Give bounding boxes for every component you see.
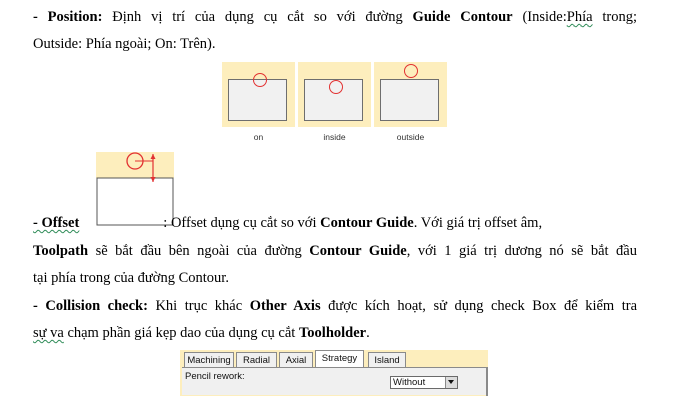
collision-label: - Collision check: (33, 298, 148, 314)
offset-text-2: . Với giá trị offset âm, (413, 215, 543, 231)
strategy-panel (182, 367, 486, 395)
toolpath-dialog (180, 350, 488, 396)
toolpath-term: Toolpath (33, 243, 89, 259)
position-label: - Position: (33, 9, 103, 25)
tab-strategy[interactable]: Strategy (315, 350, 364, 368)
position-line-1 (33, 8, 637, 26)
offset-line-2 (33, 242, 637, 260)
contour-guide-term: Contour Guide (320, 215, 414, 231)
tool-circle-icon (329, 80, 343, 94)
collision-text-2: được kích hoạt, sử dụng check Box để kiểm tra (320, 298, 638, 314)
position-text-2: (Inside: (512, 9, 567, 25)
tool-circle-icon (404, 64, 418, 78)
offset-line-3: tại phía trong của đường Contour. (33, 270, 229, 286)
offset-text: : Offset dụng cụ cắt so với (163, 215, 321, 231)
offset-text-4: , với 1 giá trị dương nó sẽ bắt đầu (406, 243, 637, 259)
figure-outside (374, 62, 447, 127)
toolholder-term: Toolholder (298, 325, 367, 341)
offset-line-1 (33, 214, 637, 232)
collision-line-2 (33, 324, 370, 342)
chevron-down-icon[interactable] (445, 377, 457, 388)
guide-contour-term: Guide Contour (412, 9, 513, 25)
pencil-rework-value: Without (393, 377, 426, 388)
figure-caption-outside: outside (396, 132, 425, 142)
collision-text: Khi trục khác (147, 298, 250, 314)
offset-text-3: sẽ bắt đầu bên ngoài của đường (88, 243, 310, 259)
position-text-4: trong; (592, 9, 637, 25)
tab-axial[interactable]: Axial (279, 352, 313, 367)
tab-machining[interactable]: Machining (184, 352, 234, 367)
figure-inside (298, 62, 371, 127)
pencil-rework-label: Pencil rework: (185, 371, 245, 382)
figure-on (222, 62, 295, 127)
tab-radial[interactable]: Radial (236, 352, 277, 367)
contour-guide-term: Contour Guide (309, 243, 407, 259)
figure-caption-on: on (253, 132, 264, 142)
tab-island[interactable]: Island (368, 352, 406, 367)
tool-circle-icon (253, 73, 267, 87)
figure-caption-inside: inside (323, 132, 346, 142)
collision-text-3: sự va (33, 325, 64, 341)
collision-text-4: chạm phần giá kẹp dao của dụng cụ cắt (63, 325, 299, 341)
other-axis-term: Other Axis (249, 298, 321, 314)
position-text-3: Phía (566, 9, 593, 25)
collision-line-1 (33, 297, 637, 315)
pencil-rework-select[interactable] (390, 376, 458, 389)
panel-edge (486, 367, 488, 396)
offset-label: - Offset (33, 215, 80, 231)
position-text: Định vị trí của dụng cụ cắt so với đường (102, 9, 413, 25)
collision-period: . (366, 325, 370, 341)
position-line-2: Outside: Phía ngoài; On: Trên). (33, 36, 216, 52)
workpiece-rect (380, 79, 439, 121)
